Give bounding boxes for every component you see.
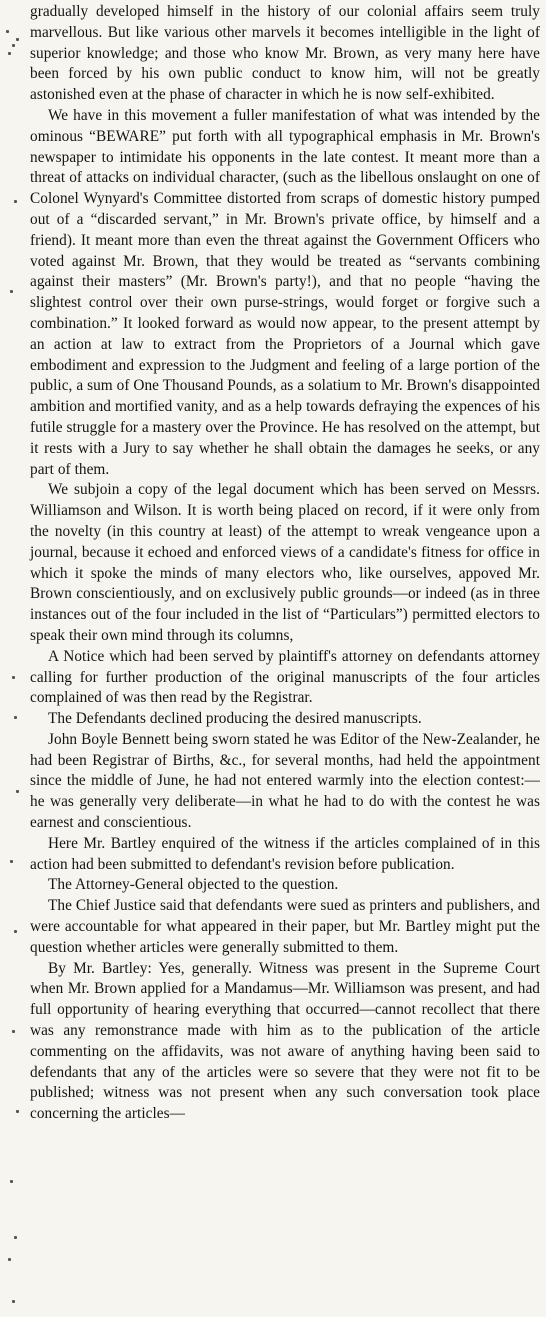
article-column — [30, 2, 540, 1125]
article-paragraph: By Mr. Bartley: Yes, generally. Witness was present in the Supreme Court when Mr. Brown applied for a Mandamus—Mr. Williamson was present, and had full opportunity of hearing everything that occurred—cannot recollect that there was any remonstrance made with him as to the publication of the article commenting on the affidavits, was not aware of anything having been said to defendants that any of the articles were so severe that they were not fit to be published; witness was not present when any such conversation took place concerning the articles— — [30, 959, 540, 1123]
article-paragraph: Here Mr. Bartley enquired of the witness if the articles complained of in this action had been submitted to defendant's revision before publication. — [30, 834, 540, 873]
article-paragraph: We have in this movement a fuller manifestation of what was intended by the ominous “BEWARE” put forth with all typographical emphasis in Mr. Brown's newspaper to intimidate his opponents in the late contest. It meant more than a threat of attacks on individual character, (such as the libellous onslaught on one of Colonel Wynyard's Committee distorted from scraps of domestic history pumped out of a “discarded servant,” in Mr. Brown's private office, by himself and a friend). It meant more than even the threat against the Government Officers who voted against Mr. Brown, that they would be treated as “servants combining against their masters” (Mr. Brown's party!), and that no people “having the slightest control over their own purse-strings, would forget or forgive such a combination.” It looked forward as would now appear, to the present attempt by an action at law to extract from the Proprietors of a Journal which gave embodiment and expression to the Judgment and feeling of a large portion of the public, a sum of One Thousand Pounds, as a solatium to Mr. Brown's disappointed ambition and mortified vanity, and as a help towards defraying the expences of his futile struggle for a mastery over the Province. He has resolved on the attempt, but it rests with a Jury to say whether he shall obtain the damages he seeks, or any part of them. — [30, 106, 540, 478]
article-paragraph: We subjoin a copy of the legal document which has been served on Messrs. Williamson and Wilson. It is worth being placed on record, if it were only from the novelty (in this country at least) of the attempt to wreak vengeance upon a journal, because it echoed and enforced views of a candidate's fitness for office in which it spoke the minds of many electors who, like ourselves, appoved Mr. Brown conscientiously, and on exclusively public grounds—or indeed (as in three instances out of the four included in the list of “Particulars”) permitted electors to speak their own mind through its columns, — [30, 481, 540, 644]
article-paragraph: The Chief Justice said that defendants were sued as printers and publishers, and were accountable for what appeared in their paper, but Mr. Bartley might put the question whether articles were generally submitted to them. — [30, 897, 540, 956]
article-paragraph: The Attorney-General objected to the question. — [48, 876, 339, 894]
article-paragraph: gradually developed himself in the history of our colonial affairs seem truly marvellous. But like various other marvels it becomes intelligible in the light of superior knowledge; and those who know Mr. Brown, as very many here have been forced by his own public conduct to know him, will not be greatly astonished even at the phase of character in which he is now self-exhibited. — [30, 3, 540, 104]
page-margin-specks — [0, 0, 28, 1317]
article-paragraph: John Boyle Bennett being sworn stated he was Editor of the New-Zealander, he had been Registrar of Births, &c., for several months, had held the appointment since the middle of June, he had not entered warmly into the election contest:— he was generally very deliberate—in what he had to do with the contest he was earnest and conscientious. — [30, 730, 540, 832]
article-paragraph: A Notice which had been served by plaintiff's attorney on defendants attorney calling for further production of the original manuscripts of the four articles complained of was then read by the Registrar. — [30, 647, 540, 707]
article-paragraph: The Defendants declined producing the desired manuscripts. — [48, 710, 422, 728]
